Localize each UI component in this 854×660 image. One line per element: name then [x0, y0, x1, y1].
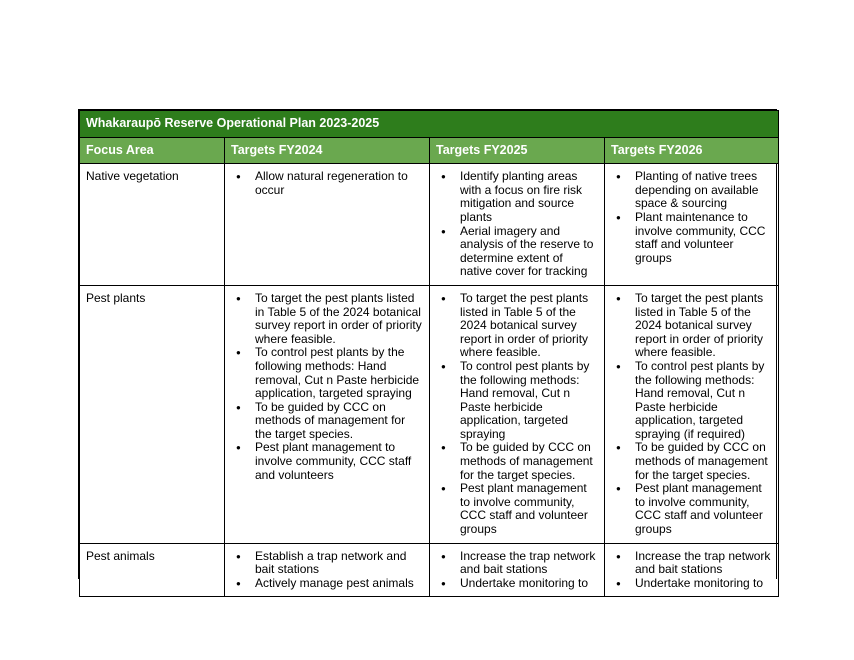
fy2026-cell [605, 164, 779, 286]
fy2025-cell [430, 285, 605, 543]
header-focus-area: Focus Area [80, 137, 225, 164]
list-item: ● Pest plant management to involve community, CCC staff and volunteer groups [635, 482, 772, 536]
table-row [80, 164, 779, 286]
list-item: ● To target the pest plants listed in Table 5 of the 2024 botanical survey report in order of priority where feasible. [635, 292, 772, 360]
list-item: ● Increase the trap network and bait stations [460, 550, 598, 577]
list-item: ● To target the pest plants listed in Table 5 of the 2024 botanical survey report in order of priority where feasible. [255, 292, 423, 346]
list-item: ● Undertake monitoring to [635, 577, 772, 591]
list-item: ● Plant maintenance to involve community, CCC staff and volunteer groups [635, 211, 772, 265]
table-title: Whakaraupō Reserve Operational Plan 2023-2025 [80, 111, 779, 138]
list-item: ● To target the pest plants listed in Table 5 of the 2024 botanical survey report in order of priority where feasible. [460, 292, 598, 360]
list-item: ● Planting of native trees depending on available space & sourcing [635, 170, 772, 211]
header-fy2024: Targets FY2024 [225, 137, 430, 164]
list-item: ● Undertake monitoring to [460, 577, 598, 591]
list-item: ● Pest plant management to involve community, CCC staff and volunteer groups [460, 482, 598, 536]
list-item: ● Increase the trap network and bait stations [635, 550, 772, 577]
table-row [80, 543, 779, 597]
list-item: ● To control pest plants by the following methods: Hand removal, Cut n Paste herbicide application, targeted spraying [255, 346, 423, 400]
operational-plan-table-container [78, 109, 777, 590]
table-row [80, 285, 779, 543]
fy2026-cell [605, 543, 779, 597]
list-item: ● To be guided by CCC on methods of management for the target species. [635, 441, 772, 482]
fy2024-cell [225, 164, 430, 286]
list-item: ● Actively manage pest animals [255, 577, 423, 591]
fy2025-cell [430, 164, 605, 286]
operational-plan-table [79, 110, 779, 597]
list-item: ● To be guided by CCC on methods of management for the target species. [460, 441, 598, 482]
fy2024-cell [225, 543, 430, 597]
fy2024-cell [225, 285, 430, 543]
focus-area-cell: Native vegetation [80, 164, 225, 286]
focus-area-cell: Pest plants [80, 285, 225, 543]
list-item: ● Aerial imagery and analysis of the reserve to determine extent of native cover for tracking [460, 225, 598, 279]
list-item: ● Pest plant management to involve community, CCC staff and volunteers [255, 441, 423, 482]
list-item: ● Establish a trap network and bait stations [255, 550, 423, 577]
list-item: ● Allow natural regeneration to occur [255, 170, 423, 197]
fy2025-cell [430, 543, 605, 597]
list-item: ● To control pest plants by the following methods: Hand removal, Cut n Paste herbicide application, targeted spraying (if required) [635, 360, 772, 442]
header-fy2026: Targets FY2026 [605, 137, 779, 164]
list-item: ● To control pest plants by the following methods: Hand removal, Cut n Paste herbicide application, targeted spraying [460, 360, 598, 442]
list-item: ● To be guided by CCC on methods of management for the target species. [255, 401, 423, 442]
header-fy2025: Targets FY2025 [430, 137, 605, 164]
list-item: ● Identify planting areas with a focus on fire risk mitigation and source plants [460, 170, 598, 224]
fy2026-cell [605, 285, 779, 543]
focus-area-cell: Pest animals [80, 543, 225, 597]
